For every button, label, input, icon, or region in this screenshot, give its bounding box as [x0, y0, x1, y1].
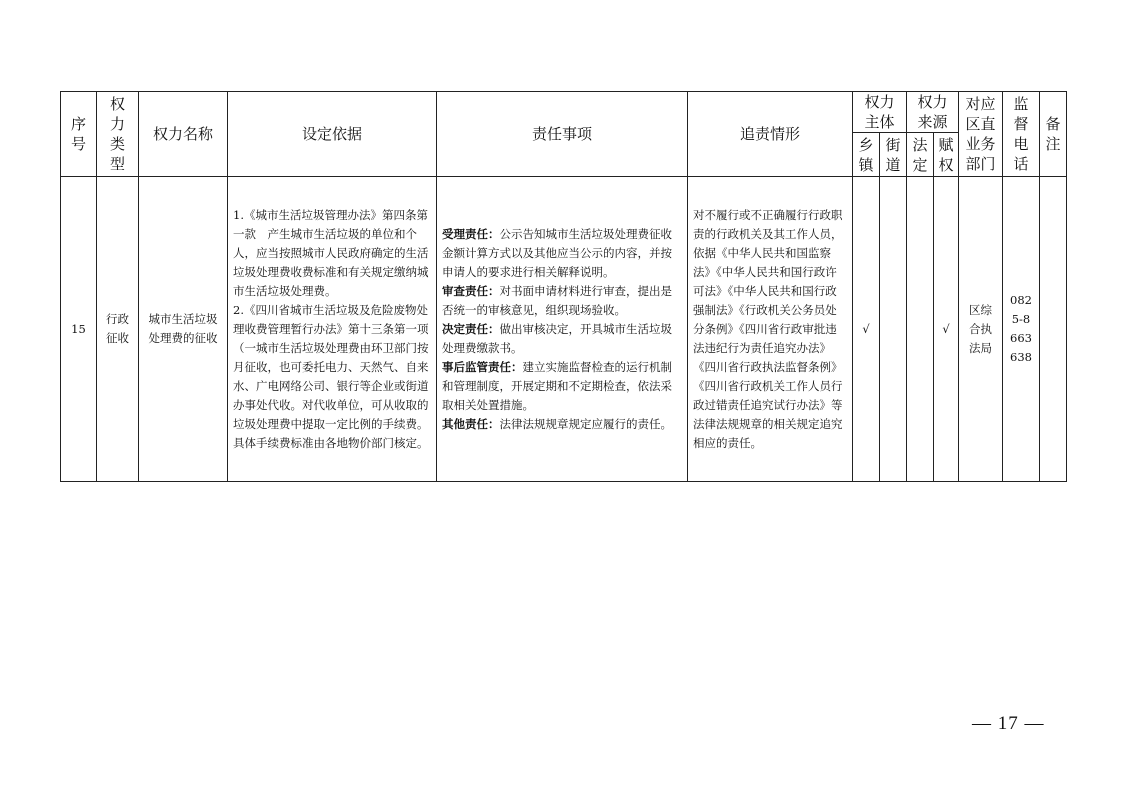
header-source-granted: 赋权: [934, 133, 959, 177]
header-subject-street: 街道: [880, 133, 907, 177]
responsibility-other: 其他责任：法律法规规章规定应履行的责任。: [442, 416, 672, 431]
cell-seq: 15: [61, 177, 97, 482]
cell-dept: 区综合执法局: [959, 177, 1003, 482]
cell-remark: [1040, 177, 1067, 482]
header-source-legal: 法定: [907, 133, 934, 177]
header-source: 权力来源: [907, 92, 959, 133]
cell-subject-street: [880, 177, 907, 482]
basis-item-2: 2.《四川省城市生活垃圾及危险废物处理收费管理暂行办法》第十三条第一项 （一城市生活垃圾处理费由环卫部门按月征收，也可委托电力、天然气、自来水、广电网络公司、银行等企业或街道办事处代收。对代收单位，可从收取的垃圾处理费中提取一定比例的手续费。具体手续费标准由各地物价部门核定。: [233, 302, 440, 450]
basis-item-1: 1.《城市生活垃圾管理办法》第四条第一款 产生城市生活垃圾的单位和个人，应当按照城市人民政府确定的生活垃圾处理费收费标准和有关规定缴纳城市生活垃圾处理费。: [233, 207, 429, 298]
cell-accountability: 对不履行或不正确履行行政职责的行政机关及其工作人员，依据《中华人民共和国监察法》《中华人民共和国行政许可法》《中华人民共和国行政强制法》《行政机关公务员处分条例》《四川省行政审批违法违纪行为责任追究办法》《四川省行政执法监督条例》《四川省行政机关工作人员行政过错责任追究试行办法》等法律法规规章的相关规定追究相应的责任。: [688, 177, 853, 482]
power-list-table: [60, 91, 1067, 482]
page-number: — 17 —: [972, 713, 1045, 734]
cell-phone: 082 5-8 663 638: [1003, 177, 1040, 482]
header-type: 权力类型: [97, 92, 139, 177]
header-seq: 序号: [61, 92, 97, 177]
header-responsibility: 责任事项: [437, 92, 688, 177]
header-subject-town: 乡镇: [853, 133, 880, 177]
header-basis: 设定依据: [228, 92, 437, 177]
responsibility-review: 审查责任：对书面申请材料进行审查，提出是否统一的审核意见，组织现场验收。: [442, 283, 672, 317]
check-mark-town: √: [862, 321, 870, 336]
cell-name: 城市生活垃圾处理费的征收: [139, 177, 228, 482]
check-mark-granted: √: [942, 321, 950, 336]
header-phone: 监督电话: [1003, 92, 1040, 177]
cell-responsibility: [437, 177, 688, 482]
cell-source-granted: [934, 177, 959, 482]
responsibility-accept: 受理责任：公示告知城市生活垃圾处理费征收金额计算方式以及其他应当公示的内容，并按申请人的要求进行相关解释说明。: [442, 226, 672, 279]
responsibility-supervise: 事后监管责任：建立实施监督检查的运行机制和管理制度，开展定期和不定期检查，依法采取相关处置措施。: [442, 359, 672, 412]
header-remark: 备注: [1040, 92, 1067, 177]
header-dept: 对应区直业务部门: [959, 92, 1003, 177]
table-row: [61, 177, 1067, 482]
responsibility-decide: 决定责任：做出审核决定，开具城市生活垃圾处理费缴款书。: [442, 321, 672, 355]
cell-basis: [228, 177, 440, 482]
header-row: [61, 92, 1067, 133]
header-name: 权力名称: [139, 92, 228, 177]
cell-subject-town: [853, 177, 880, 482]
header-subject: 权力主体: [853, 92, 907, 133]
header-accountability: 追责情形: [688, 92, 853, 177]
cell-type: 行政征收: [97, 177, 139, 482]
cell-source-legal: [907, 177, 934, 482]
